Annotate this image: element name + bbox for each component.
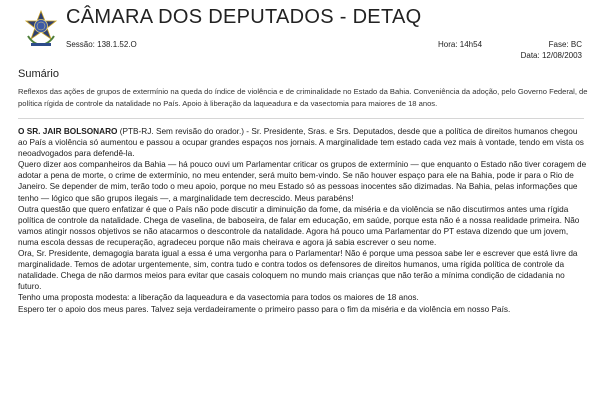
speech-paragraph: Outra questão que quero enfatizar é que o País não pode discutir a diminuição da fome, da miséria e da violência se não discutirmos antes uma rígida política de controle da natalidade. Chega de vaselina, de baboseira, de falar em educação, em saúde, porque esta não é a nossa realidade primeira. Não vamos atingir nossos objetivos se não atacarmos o descontrole da natalidade. Agora há pouco uma Parlamentar do PT estava dizendo que um jovem, numa escola dessas de recuperação, agradeceu porque não mais cheirava e agora já sabia escrever o seu nome. [18, 204, 580, 247]
summary-heading: Sumário [18, 68, 59, 80]
document-header [0, 0, 600, 62]
speaker-name: O SR. JAIR BOLSONARO [18, 127, 118, 136]
page-title: CÂMARA DOS DEPUTADOS - DETAQ [66, 6, 422, 28]
session-date: Data: 12/08/2003 [520, 51, 582, 60]
speech-paragraph: Quero dizer aos companheiros da Bahia — há pouco ouvi um Parlamentar criticar os grupos de extermínio — que enquanto o Estado não tiver coragem de adotar a pena de morte, o crime de extermínio, no meu entender, será muito bem-vindo. Se não houver espaço para ele na Bahia, pode ir para o Rio de Janeiro. Se depender de mim, terão todo o meu apoio, porque no meu Estado só as pessoas inocentes são dizimadas. Na Bahia, pelas informações que tenho — lógico que são grupos ilegais —, a marginalidade tem decrescido. Meus parabéns! [18, 160, 587, 203]
speech-paragraph [18, 126, 588, 159]
session-number: Sessão: 138.1.52.O [66, 40, 137, 49]
brazil-coat-of-arms-icon [24, 10, 58, 48]
session-phase: Fase: BC [548, 40, 582, 49]
section-divider [18, 118, 584, 119]
speech-body [18, 126, 588, 315]
speech-paragraph: Ora, Sr. Presidente, demagogia barata igual a essa é uma vergonha para o Parlamentar! Não é porque uma pessoa sabe ler e escrever que está livre da marginalidade. Temos de adotar urgentemente, sim, contra tudo e contra todos os defensores de direitos humanos, uma rígida política de controle da natalidade. Chega de não darmos meios para evitar que casais coloquem no mundo mais crianças que não terão a mínima condição de cidadania no futuro. [18, 249, 578, 292]
session-time: Hora: 14h54 [438, 40, 483, 49]
speech-paragraph: Espero ter o apoio dos meus pares. Talvez seja verdadeiramente o primeiro passo para o fim da miséria e da violência em nosso País. [18, 304, 511, 314]
speech-paragraph-text: (PTB-RJ. Sem revisão do orador.) - Sr. Presidente, Sras. e Srs. Deputados, desde que a política de direitos humanos chegou ao País a violência só aumentou e passou a ocupar grandes espaços nos jornais. A marginalidade tem estado cada vez mais à vontade, tendo em vista os neoadvogados para defendê-la. [18, 127, 584, 159]
summary-text: Reflexos das ações de grupos de extermínio na queda do índice de violência e de criminalidade no Estado da Bahia. Conveniência da adoção, pelo Governo Federal, de política rígida de controle da natalidade no País. Apoio à liberação da laqueadura e da vasectomia para maiores de 18 anos. [18, 87, 588, 108]
speech-paragraph: Tenho uma proposta modesta: a liberação da laqueadura e da vasectomia para todos os maiores de 18 anos. [18, 293, 419, 303]
